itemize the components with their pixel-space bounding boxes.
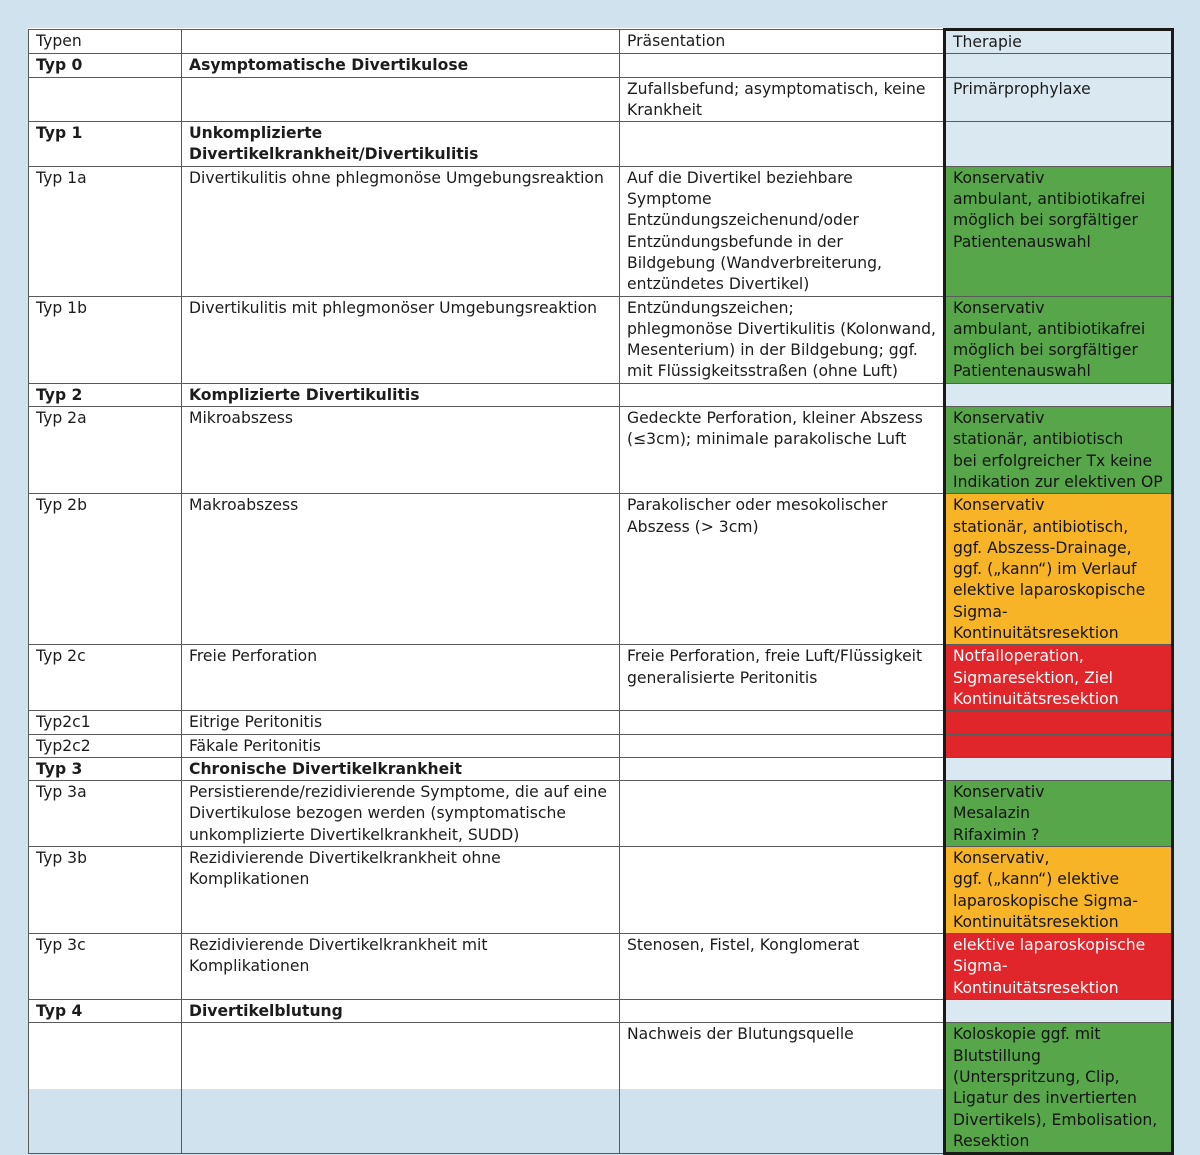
therapie-cell: Konservativ, ggf. („kann“) elektive laparoskopische Sigma-Kontinuitätsresektion (945, 846, 1173, 933)
praesentation-cell: Entzündungszeichen; phlegmonöse Divertikulitis (Kolonwand, Mesenterium) in der Bildgebung; ggf. mit Flüssigkeitsstraßen (ohne Luft) (620, 296, 945, 383)
name-cell: Divertikelblutung (182, 1000, 620, 1023)
typ-cell: Typ 2a (29, 407, 182, 494)
classification-table-container (28, 28, 1172, 1150)
type-group-row (29, 757, 1173, 780)
therapie-cell: Konservativ Mesalazin Rifaximin ? (945, 781, 1173, 847)
typ-cell: Typ 0 (29, 54, 182, 77)
name-cell (182, 77, 620, 122)
typ-cell: Typ 2 (29, 383, 182, 406)
typ-cell: Typ 4 (29, 1000, 182, 1023)
table-body (29, 30, 1173, 1154)
praesentation-cell: Gedeckte Perforation, kleiner Abszess (≤3cm); minimale parakolische Luft (620, 407, 945, 494)
name-cell: Divertikulitis ohne phlegmonöse Umgebungsreaktion (182, 166, 620, 296)
name-cell: Chronische Divertikelkrankheit (182, 757, 620, 780)
praesentation-cell (620, 54, 945, 77)
therapie-cell: Konservativ ambulant, antibiotikafrei möglich bei sorgfältiger Patientenauswahl (945, 296, 1173, 383)
typ-cell: Typ 3b (29, 846, 182, 933)
table-row (29, 734, 1173, 757)
praesentation-cell (620, 1000, 945, 1023)
therapie-cell (945, 757, 1173, 780)
table-row (29, 1023, 1173, 1154)
header-bezeichnung (182, 30, 620, 54)
praesentation-cell (620, 383, 945, 406)
typ-cell: Typ 1 (29, 122, 182, 167)
header-praesentation: Präsentation (620, 30, 945, 54)
typ-cell (29, 1023, 182, 1154)
name-cell: Rezidivierende Divertikelkrankheit mit Komplikationen (182, 934, 620, 1000)
praesentation-cell (620, 846, 945, 933)
typ-cell: Typ 2c (29, 645, 182, 711)
name-cell: Persistierende/rezidivierende Symptome, die auf eine Divertikulose bezogen werden (symptomatische unkomplizierte Divertikelkrankheit, SUDD) (182, 781, 620, 847)
typ-cell: Typ 3 (29, 757, 182, 780)
therapie-cell: Koloskopie ggf. mit Blutstillung (Unterspritzung, Clip, Ligatur des invertierten Divertikels), Embolisation, Resektion (945, 1023, 1173, 1154)
name-cell (182, 1023, 620, 1154)
therapie-cell (945, 711, 1173, 734)
therapie-cell: Primärprophylaxe (945, 77, 1173, 122)
therapie-cell (945, 1000, 1173, 1023)
praesentation-cell (620, 781, 945, 847)
therapie-cell: Notfalloperation, Sigmaresektion, Ziel Kontinuitätsresektion (945, 645, 1173, 711)
name-cell: Rezidivierende Divertikelkrankheit ohne Komplikationen (182, 846, 620, 933)
therapie-cell: Konservativ ambulant, antibiotikafrei möglich bei sorgfältiger Patientenauswahl (945, 166, 1173, 296)
praesentation-cell (620, 734, 945, 757)
therapie-cell (945, 734, 1173, 757)
table-header-row (29, 30, 1173, 54)
therapie-cell: elektive laparoskopische Sigma- Kontinuitätsresektion (945, 934, 1173, 1000)
typ-cell: Typ2c2 (29, 734, 182, 757)
typ-cell: Typ 3c (29, 934, 182, 1000)
table-row (29, 934, 1173, 1000)
praesentation-cell: Zufallsbefund; asymptomatisch, keine Krankheit (620, 77, 945, 122)
typ-cell: Typ 2b (29, 494, 182, 645)
praesentation-cell (620, 711, 945, 734)
therapie-cell (945, 383, 1173, 406)
table-row (29, 781, 1173, 847)
typ-cell: Typ 3a (29, 781, 182, 847)
therapie-cell (945, 54, 1173, 77)
praesentation-cell (620, 122, 945, 167)
name-cell: Fäkale Peritonitis (182, 734, 620, 757)
classification-table (28, 28, 1174, 1155)
table-row (29, 846, 1173, 933)
therapie-cell: Konservativ stationär, antibiotisch, ggf. Abszess-Drainage, ggf. („kann“) im Verlauf elektive laparoskopische Sigma- Kontinuitätsresektion (945, 494, 1173, 645)
praesentation-cell: Parakolischer oder mesokolischer Abszess (> 3cm) (620, 494, 945, 645)
typ-cell (29, 77, 182, 122)
name-cell: Komplizierte Divertikulitis (182, 383, 620, 406)
praesentation-cell: Auf die Divertikel beziehbare Symptome Entzündungszeichenund/oder Entzündungsbefunde in der Bildgebung (Wandverbreiterung, entzündetes Divertikel) (620, 166, 945, 296)
header-typen: Typen (29, 30, 182, 54)
praesentation-cell: Nachweis der Blutungsquelle (620, 1023, 945, 1154)
type-group-row (29, 54, 1173, 77)
name-cell: Freie Perforation (182, 645, 620, 711)
type-group-row (29, 1000, 1173, 1023)
table-row (29, 494, 1173, 645)
name-cell: Mikroabszess (182, 407, 620, 494)
typ-cell: Typ 1b (29, 296, 182, 383)
table-row (29, 77, 1173, 122)
table-row (29, 296, 1173, 383)
praesentation-cell: Freie Perforation, freie Luft/Flüssigkeit generalisierte Peritonitis (620, 645, 945, 711)
therapie-cell: Konservativ stationär, antibiotisch bei erfolgreicher Tx keine Indikation zur elektiven OP (945, 407, 1173, 494)
name-cell: Divertikulitis mit phlegmonöser Umgebungsreaktion (182, 296, 620, 383)
name-cell: Unkomplizierte Divertikelkrankheit/Divertikulitis (182, 122, 620, 167)
praesentation-cell: Stenosen, Fistel, Konglomerat (620, 934, 945, 1000)
name-cell: Eitrige Peritonitis (182, 711, 620, 734)
table-row (29, 645, 1173, 711)
typ-cell: Typ 1a (29, 166, 182, 296)
type-group-row (29, 383, 1173, 406)
type-group-row (29, 122, 1173, 167)
typ-cell: Typ2c1 (29, 711, 182, 734)
table-row (29, 407, 1173, 494)
name-cell: Makroabszess (182, 494, 620, 645)
therapie-cell (945, 122, 1173, 167)
header-therapie: Therapie (945, 30, 1173, 54)
table-row (29, 711, 1173, 734)
praesentation-cell (620, 757, 945, 780)
table-row (29, 166, 1173, 296)
name-cell: Asymptomatische Divertikulose (182, 54, 620, 77)
